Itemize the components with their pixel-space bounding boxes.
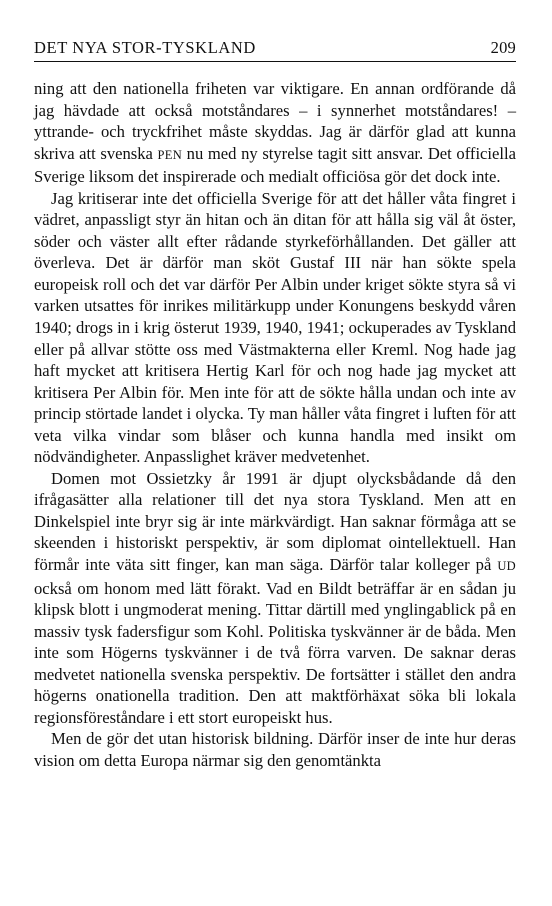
pen-abbreviation: PEN [157,147,183,162]
paragraph-3 [34,468,516,729]
body-text [34,78,516,772]
paragraph-3-text-b: också om honom med lätt förakt. Vad en Bildt beträffar är en sådan ju klipsk blott i ungmoderat mening. Tittar därtill med ynglingablick på en massiv tysk fadersfigur som Kohl. Politiska tyskvänner är de båda. Men inte som Högerns tyskvänner i de två förra varven. De saknar deras medvetet nationella svenska perspektiv. De fortsätter i stället den andra högerns onationella tradition. Den att maktförhäxat söka bli lokala regionsföreståndare i ett stort europeiskt hus. [34,578,516,727]
ud-abbreviation: UD [497,559,516,574]
paragraph-1-text-b: nu med ny styrelse tagit sitt ansvar. Det officiella Sverige liksom det inspirerade och medialt officiösa gör det dock inte. [34,143,516,187]
paragraph-2: Jag kritiserar inte det officiella Sverige för att det håller våta fingret i vädret, anpassligt styr än hitan och än ditan för att hålla sig väl åt öster, söder och väster allt efter rådande styrkeförhållanden. Det gäller att överleva. Det är därför man sköt Gustaf III när han sökte spela europeisk roll och det var därför Per Albin under kriget sökte styra så vi varken utsattes för inrikes militärkupp under Konungens beskydd våren 1940; drogs in i krig österut 1939, 1940, 1941; ockuperades av Tyskland eller på allvar stötte oss med Västmakterna eller Kreml. Nog hade jag haft mycket att kritisera Hertig Karl för och nog hade jag mycket att kritisera Per Albin för. Men inte för att de sökte hålla undan och inte av princip störtade landet i olycka. Ty man håller våta fingret i luften för att veta vilka vindar som blåser och kunna handla med insikt om nödvändigheter. Anpasslighet kräver medvetenhet. [34,188,516,467]
paragraph-3-text-a: Domen mot Ossietzky år 1991 är djupt olycksbådande då den ifrågasätter alla relationer till det nya stora Tyskland. Men att en Dinkelspiel inte bryr sig är inte märkvärdigt. Han saknar förmåga att se skeenden i historiskt perspektiv, är som diplomat ointellektuell. Han förmår inte väta sitt finger, kan man säga. Därför talar kolleger på [34,468,516,575]
page-number: 209 [490,38,516,57]
running-head [34,38,516,62]
paragraph-4: Men de gör det utan historisk bildning. Därför inser de inte hur deras vision om detta Europa närmar sig den genomtänkta [34,729,516,770]
chapter-title: DET NYA STOR-TYSKLAND [34,38,256,57]
paragraph-1-text-a: ning att den nationella friheten var viktigare. En annan ordförande då jag hävdade att också motståndares – i synnerhet motståndares! – yttrande- och tryckfrihet måste skyddas. Jag är därför glad att kunna skriva att svenska [34,79,516,163]
paragraph-1 [34,78,516,188]
